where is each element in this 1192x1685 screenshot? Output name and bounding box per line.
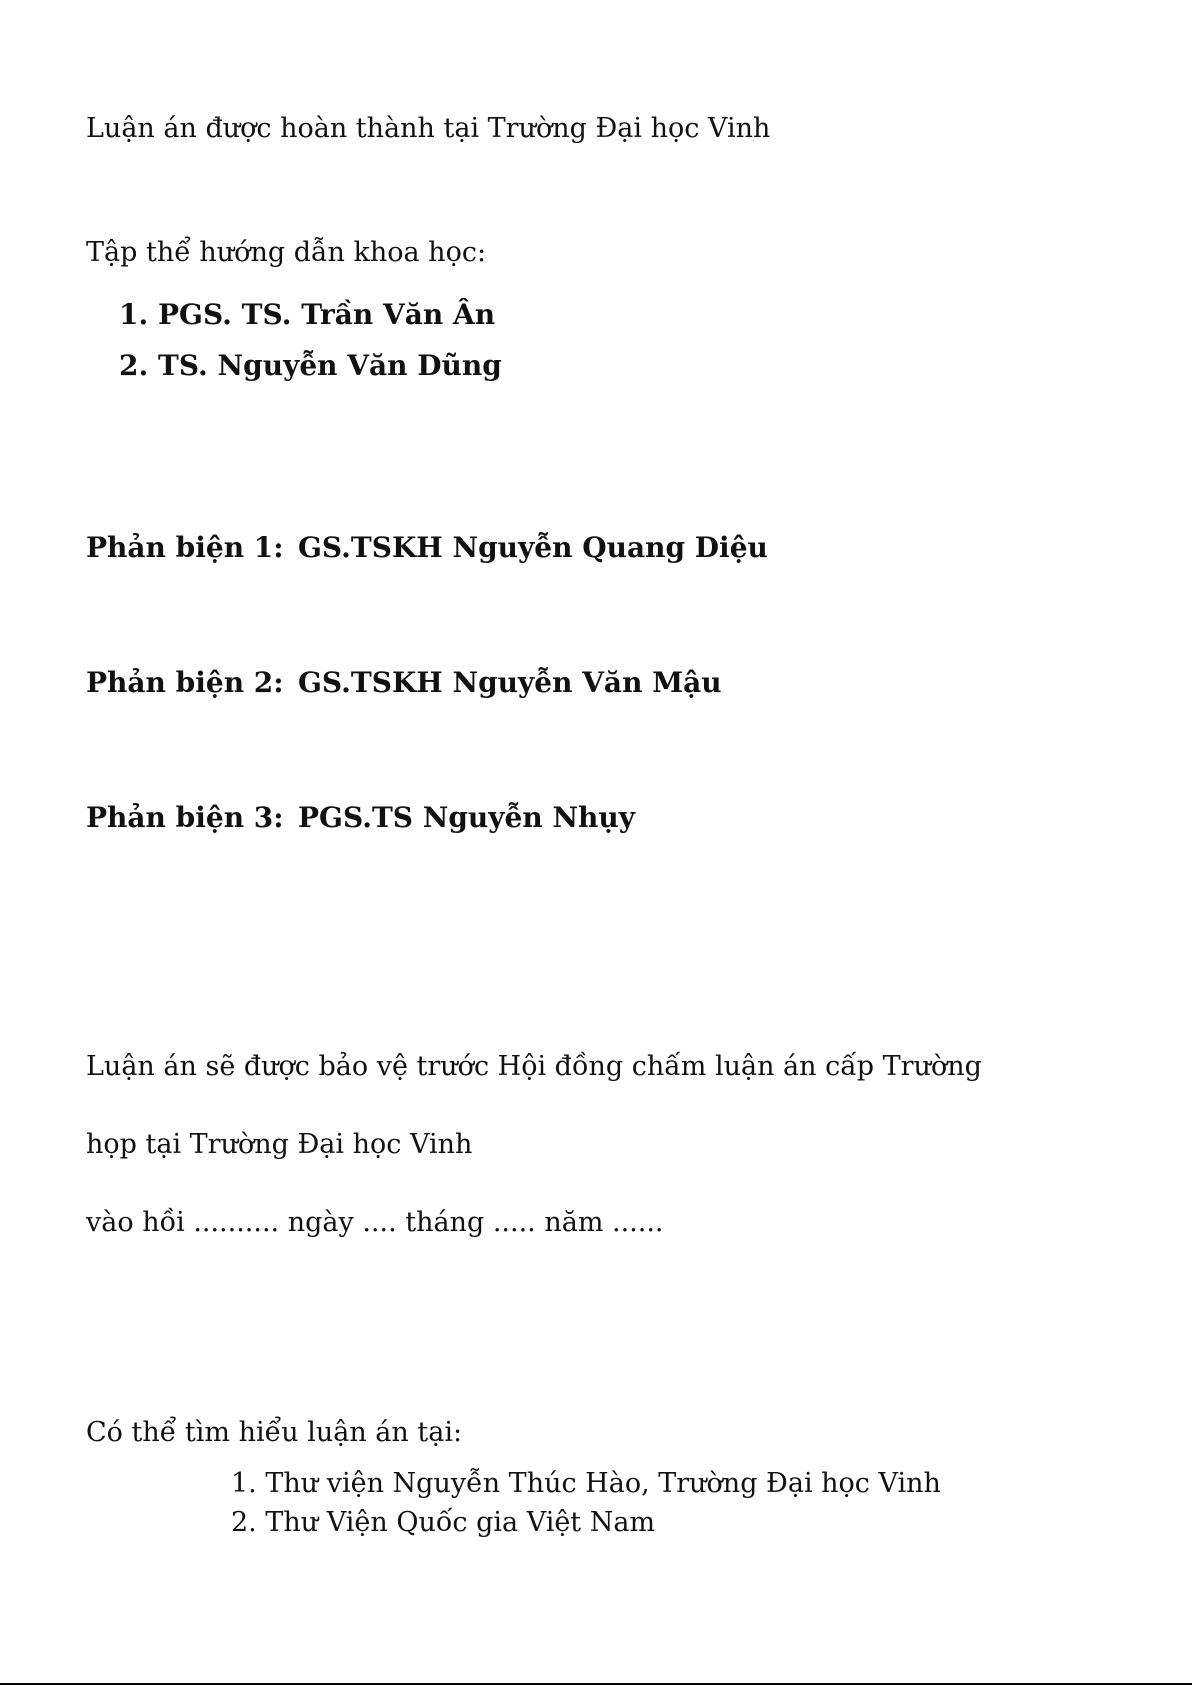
library-item: 1. Thư viện Nguyễn Thúc Hào, Trường Đại học Vinh bbox=[231, 1468, 941, 1499]
reviewer-label: Phản biện 2: bbox=[86, 666, 284, 699]
libraries-heading: Có thể tìm hiểu luận án tại: bbox=[86, 1417, 463, 1448]
reviewer-row bbox=[86, 531, 768, 565]
advisors-heading: Tập thể hướng dẫn khoa học: bbox=[86, 237, 487, 268]
reviewer-name: GS.TSKH Nguyễn Quang Diệu bbox=[298, 531, 768, 564]
reviewer-row bbox=[86, 801, 635, 835]
reviewer-name: PGS.TS Nguyễn Nhụy bbox=[298, 801, 636, 834]
reviewer-label: Phản biện 1: bbox=[86, 531, 284, 564]
completion-statement: Luận án được hoàn thành tại Trường Đại học Vinh bbox=[86, 113, 771, 144]
reviewer-name: GS.TSKH Nguyễn Văn Mậu bbox=[298, 666, 722, 699]
reviewer-row bbox=[86, 666, 722, 700]
reviewer-label: Phản biện 3: bbox=[86, 801, 284, 834]
defense-line: vào hồi .......... ngày .... tháng ..... năm ...... bbox=[86, 1207, 664, 1238]
library-item: 2. Thư Viện Quốc gia Việt Nam bbox=[231, 1507, 656, 1538]
defense-line: họp tại Trường Đại học Vinh bbox=[86, 1129, 473, 1160]
advisor-item: 2. TS. Nguyễn Văn Dũng bbox=[119, 349, 502, 382]
advisor-item: 1. PGS. TS. Trần Văn Ân bbox=[119, 298, 496, 331]
defense-line: Luận án sẽ được bảo vệ trước Hội đồng chấm luận án cấp Trường bbox=[86, 1051, 982, 1082]
